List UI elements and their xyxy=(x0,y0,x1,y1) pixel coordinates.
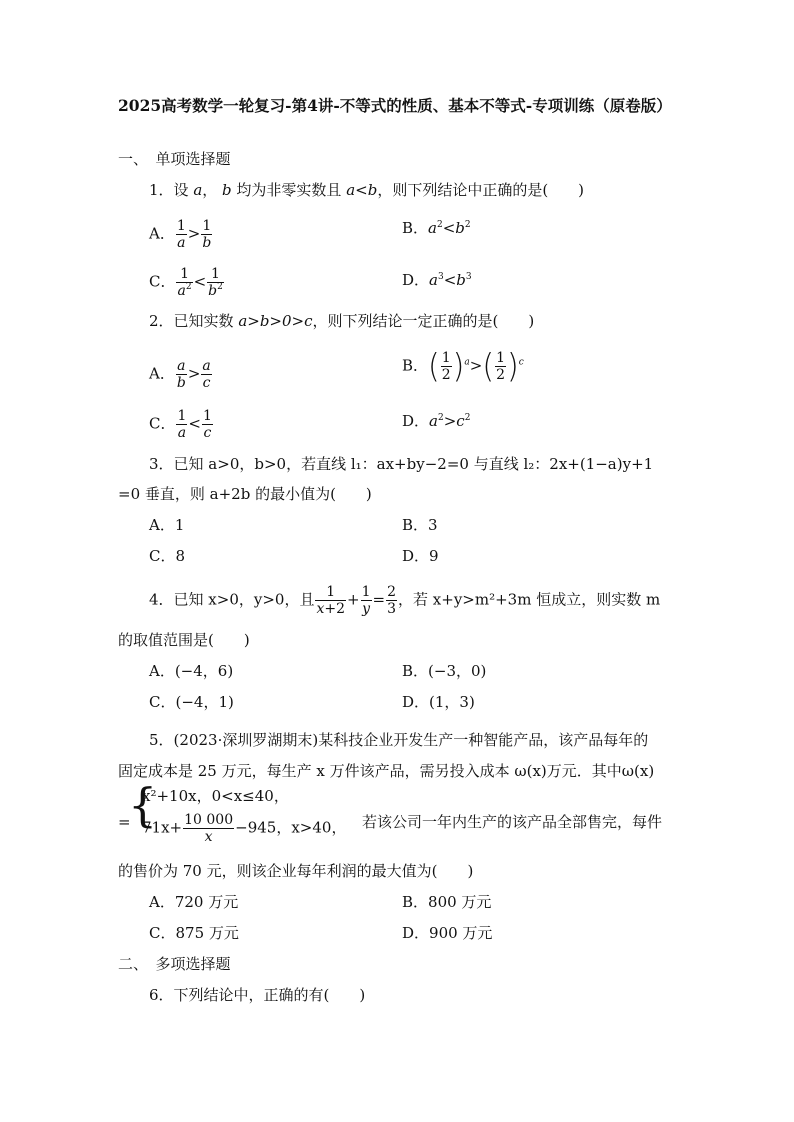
question-1-option-c: C． $\frac{1}{a^2}$ < $\frac{1}{b^2}$ xyxy=(149,266,223,299)
section-heading-multiple-choice: 二、 多项选择题 xyxy=(118,955,231,973)
section-heading-single-choice: 一、 单项选择题 xyxy=(118,150,231,168)
question-3-option-b: B．3 xyxy=(402,516,438,534)
piecewise-brace: { xyxy=(128,778,158,832)
question-1-option-b: B．$a^2<b^2$ xyxy=(402,219,471,237)
question-5-option-b: B．800 万元 xyxy=(402,893,492,911)
question-4-option-a: A．(−4，6) xyxy=(149,662,234,680)
question-5-option-a: A．720 万元 xyxy=(149,893,239,911)
question-1-option-a: A． $\frac{1}{a}$ > $\frac{1}{b}$ xyxy=(149,218,212,251)
question-3-option-d: D．9 xyxy=(402,547,439,565)
document-title: 2025高考数学一轮复习-第4讲-不等式的性质、基本不等式-专项训练（原卷版） xyxy=(118,96,672,115)
question-5-stem-line4: 的售价为 70 元，则该企业每年利润的最大值为( ) xyxy=(118,862,474,880)
question-5-stem-line1: 5．(2023·深圳罗湖期末)某科技企业开发生产一种智能产品，该产品每年的 xyxy=(149,731,649,749)
question-3-stem-line2: =0 垂直，则 a+2b 的最小值为( ) xyxy=(118,485,372,503)
question-4-option-b: B．(−3，0) xyxy=(402,662,487,680)
question-2-option-b: B．( $\frac{1}{2}$ )$^a$>( $\frac{1}{2}$ )$^c$ xyxy=(402,346,524,386)
question-4-stem: 4．已知 x>0，y>0，且 $\frac{1}{x+2}$ + $\frac{1}{y}$ = $\frac{2}{3}$ ，若 x+y>m²+3m 恒成立，则实数 m xyxy=(149,584,661,617)
question-5-stem-line2: 固定成本是 25 万元，每生产 x 万件该产品，需另投入成本 ω(x)万元．其中ω(x) xyxy=(118,762,655,780)
question-3-stem-line1: 3．已知 a>0，b>0，若直线 l₁：ax+by−2=0 与直线 l₂：2x+(1−a)y+1 xyxy=(149,455,654,473)
question-6-stem: 6．下列结论中，正确的有( ) xyxy=(149,986,366,1004)
question-5-equals: = xyxy=(118,813,131,831)
question-5-option-d: D．900 万元 xyxy=(402,924,493,942)
question-2-option-a: A． $\frac{a}{b}$ > $\frac{a}{c}$ xyxy=(149,358,211,391)
question-3-option-a: A．1 xyxy=(149,516,185,534)
question-4-option-d: D．(1，3) xyxy=(402,693,475,711)
question-4-option-c: C．(−4，1) xyxy=(149,693,234,711)
question-3-option-c: C．8 xyxy=(149,547,186,565)
question-1-option-d: D．$a^3<b^3$ xyxy=(402,271,472,289)
question-4-stem-line2: 的取值范围是( ) xyxy=(118,631,250,649)
question-2-option-c: C． $\frac{1}{a}$ < $\frac{1}{c}$ xyxy=(149,408,212,441)
question-5-piece-2: 71x+ $\frac{10 000}{x}$ −945，x>40， xyxy=(142,812,347,845)
question-5-option-c: C．875 万元 xyxy=(149,924,239,942)
question-2-option-d: D．$a^2>c^2$ xyxy=(402,412,471,430)
question-5-stem-tail: 若该公司一年内生产的该产品全部售完，每件 xyxy=(362,813,663,831)
question-5-piece-1: x²+10x，0<x≤40， xyxy=(142,787,289,805)
question-2-stem: 2．已知实数 a>b>0>c，则下列结论一定正确的是( ) xyxy=(149,312,535,330)
question-1-stem: 1．设 a， b 均为非零实数且 a<b，则下列结论中正确的是( ) xyxy=(149,181,585,199)
